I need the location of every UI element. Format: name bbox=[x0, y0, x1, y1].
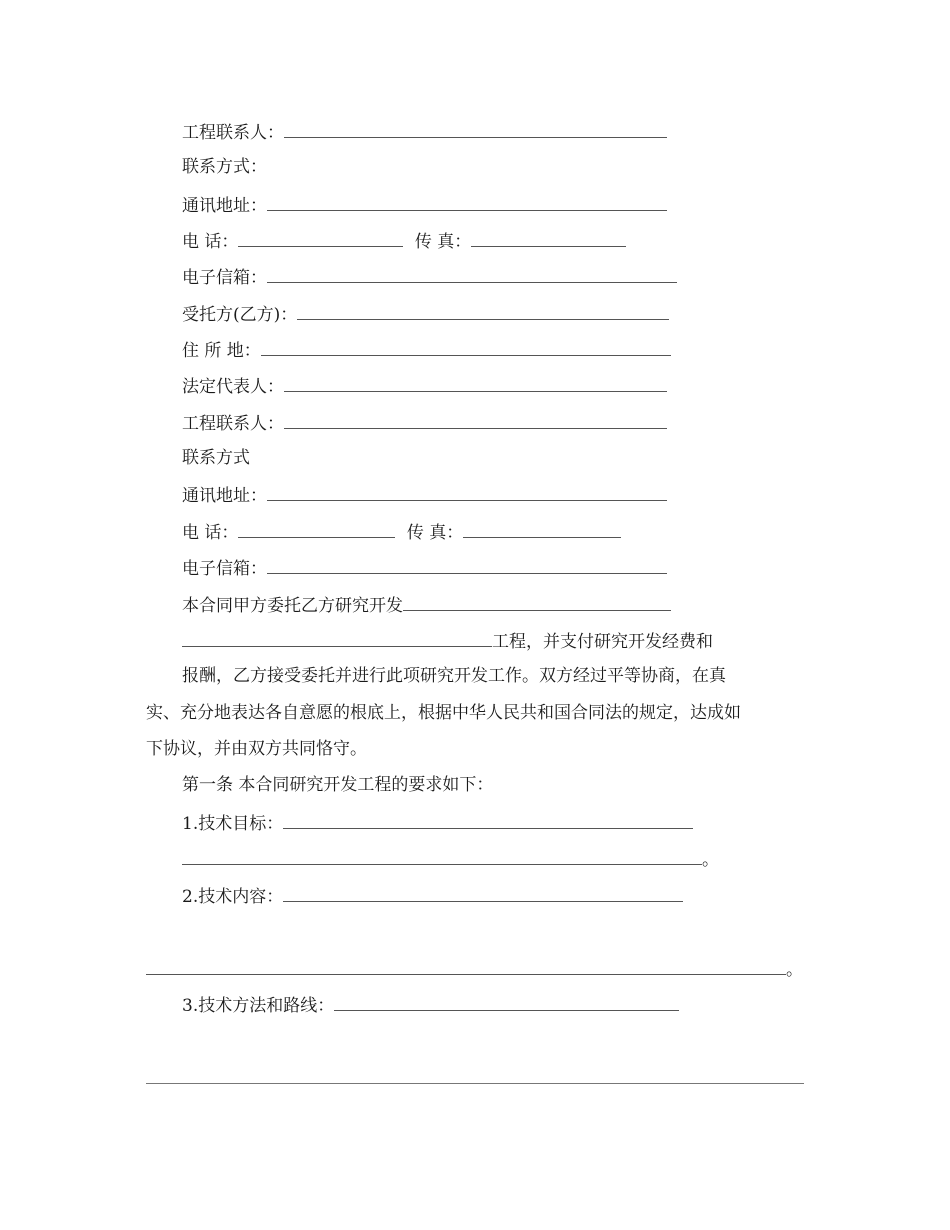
party-a-contact-row bbox=[182, 156, 267, 178]
item-2-period: 。 bbox=[786, 960, 803, 980]
party-b-phone-blank[interactable] bbox=[238, 520, 395, 538]
item-3-blank-2[interactable] bbox=[146, 1083, 804, 1084]
party-a-email-blank[interactable] bbox=[267, 265, 677, 283]
party-a-fax-blank[interactable] bbox=[471, 229, 626, 247]
item-2-row bbox=[182, 884, 683, 906]
item-1-blank[interactable] bbox=[283, 811, 693, 829]
party-a-address-row bbox=[182, 193, 667, 215]
party-a-contact-label: 联系方式： bbox=[182, 157, 267, 177]
party-b-email-row bbox=[182, 556, 667, 578]
party-b-address-blank[interactable] bbox=[267, 483, 667, 501]
item-3-blank[interactable] bbox=[334, 993, 679, 1011]
paragraph-line-3: 下协议，并由双方共同恪守。 bbox=[146, 739, 367, 759]
party-a-fax-label: 传 真： bbox=[414, 232, 472, 252]
item-1-continuation bbox=[182, 847, 719, 869]
party-a-contact-person-label: 工程联系人： bbox=[182, 123, 284, 143]
intro-row-2 bbox=[182, 629, 713, 651]
party-b-legal-rep-label: 法定代表人： bbox=[182, 377, 284, 397]
party-b-fax-blank[interactable] bbox=[463, 520, 621, 538]
party-b-contact-person-blank[interactable] bbox=[284, 411, 667, 429]
party-b-contact-person-row bbox=[182, 411, 667, 433]
party-b-email-label: 电子信箱： bbox=[182, 559, 267, 579]
party-b-title-blank[interactable] bbox=[297, 302, 669, 320]
party-a-phone-blank[interactable] bbox=[238, 229, 403, 247]
party-a-address-label: 通讯地址： bbox=[182, 196, 267, 216]
party-b-phone-fax-row bbox=[182, 520, 621, 542]
party-a-email-label: 电子信箱： bbox=[182, 268, 267, 288]
party-b-phone-label: 电 话： bbox=[182, 523, 239, 543]
party-b-legal-rep-blank[interactable] bbox=[284, 374, 667, 392]
project-name-blank[interactable] bbox=[403, 593, 671, 611]
paragraph-line-1: 报酬，乙方接受委托并进行此项研究开发工作。双方经过平等协商，在真 bbox=[182, 666, 726, 686]
party-a-phone-fax-row bbox=[182, 229, 626, 251]
item-2-blank[interactable] bbox=[283, 884, 683, 902]
party-b-fax-label: 传 真： bbox=[406, 523, 464, 543]
party-a-contact-person-row bbox=[182, 120, 667, 142]
party-b-domicile-label: 住 所 地： bbox=[182, 341, 261, 361]
intro-suffix: 工程，并支付研究开发经费和 bbox=[492, 632, 713, 652]
intro-prefix: 本合同甲方委托乙方研究开发 bbox=[182, 596, 403, 616]
item-1-label: 1.技术目标： bbox=[182, 814, 284, 834]
party-b-title-row bbox=[182, 302, 669, 324]
party-a-phone-label: 电 话： bbox=[182, 232, 239, 252]
party-b-address-row bbox=[182, 483, 667, 505]
item-2-continuation bbox=[146, 957, 803, 979]
paragraph-line-2: 实、充分地表达各自意愿的根底上，根据中华人民共和国合同法的规定，达成如 bbox=[146, 703, 741, 723]
party-a-contact-person-blank[interactable] bbox=[284, 120, 667, 138]
item-3-label: 3.技术方法和路线： bbox=[182, 996, 335, 1016]
item-3-row bbox=[182, 993, 679, 1015]
party-b-domicile-blank[interactable] bbox=[261, 338, 671, 356]
party-b-legal-rep-row bbox=[182, 374, 667, 396]
intro-row-1 bbox=[182, 593, 671, 615]
item-2-label: 2.技术内容： bbox=[182, 887, 284, 907]
item-1-period: 。 bbox=[702, 850, 719, 870]
party-b-email-blank[interactable] bbox=[267, 556, 667, 574]
item-1-blank-2[interactable] bbox=[182, 847, 702, 865]
party-b-contact-row bbox=[182, 447, 250, 469]
party-b-contact-person-label: 工程联系人： bbox=[182, 414, 284, 434]
project-name-blank-2[interactable] bbox=[182, 629, 492, 647]
party-a-address-blank[interactable] bbox=[267, 193, 667, 211]
item-2-blank-2[interactable] bbox=[146, 957, 786, 975]
party-b-contact-label: 联系方式 bbox=[182, 448, 250, 468]
item-1-row bbox=[182, 811, 693, 833]
party-b-domicile-row bbox=[182, 338, 671, 360]
article-1-heading: 第一条 本合同研究开发工程的要求如下： bbox=[182, 775, 494, 795]
party-b-title-label: 受托方(乙方)： bbox=[182, 305, 298, 325]
party-a-email-row bbox=[182, 265, 677, 287]
party-b-address-label: 通讯地址： bbox=[182, 486, 267, 506]
